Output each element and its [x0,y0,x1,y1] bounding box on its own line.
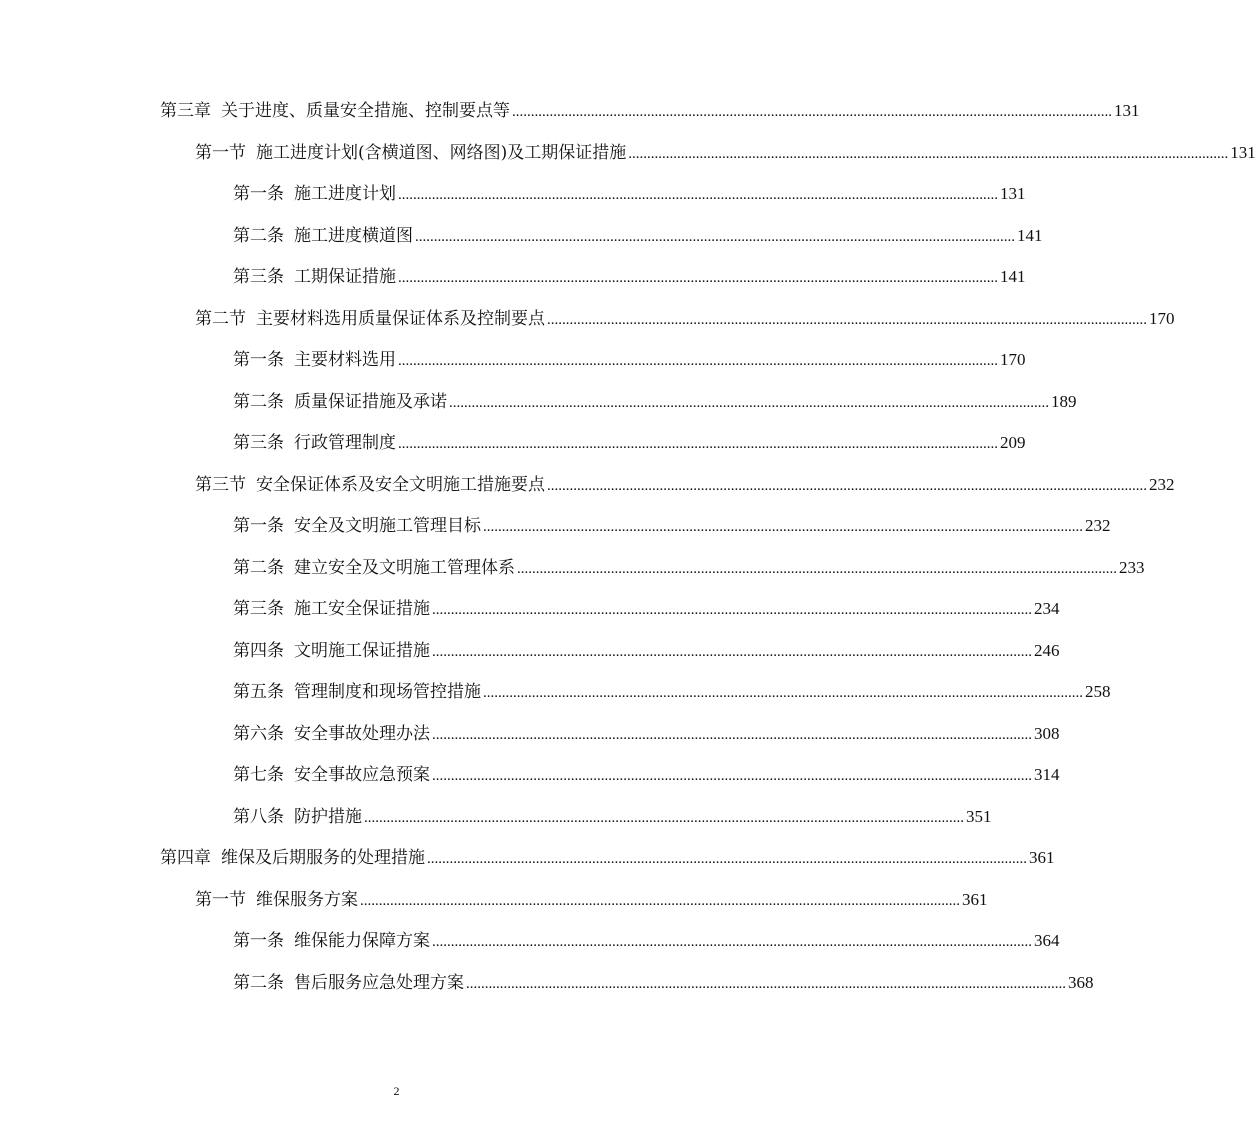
toc-entry [160,843,1055,869]
toc-entry [195,470,1175,496]
toc-entry-page: 232 [1085,516,1111,535]
toc-entry [233,594,1060,620]
toc-entry-number: 第三节 [195,475,246,495]
toc-entry [233,387,1077,413]
toc-entry-page: 351 [966,807,992,826]
toc-entry-page: 308 [1034,724,1060,743]
toc-entry-page: 141 [1000,267,1026,286]
toc-entry-title: 行政管理制度 [294,433,396,453]
toc-entry-number: 第六条 [233,724,284,744]
toc-entry [233,760,1060,786]
toc-entry-number: 第三章 [160,101,211,121]
toc-leader-dots: ................................................................................................................................................................ [483,685,1083,701]
toc-entry-number: 第四条 [233,641,284,661]
toc-leader-dots: ................................................................................................................................................................ [466,976,1066,992]
toc-entry-number: 第二条 [233,973,284,993]
toc-entry-title: 建立安全及文明施工管理体系 [294,558,515,578]
toc-leader-dots: ................................................................................................................................................................ [432,644,1032,660]
toc-leader-dots: ................................................................................................................................................................ [398,353,998,369]
toc-entry-page: 314 [1034,765,1060,784]
toc-entry-number: 第二节 [195,309,246,329]
toc-entry-title: 文明施工保证措施 [294,641,430,661]
toc-entry-number: 第三条 [233,433,284,453]
toc-entry-number: 第二条 [233,392,284,412]
toc-leader-dots: ................................................................................................................................................................ [432,768,1032,784]
toc-entry-title: 质量保证措施及承诺 [294,392,447,412]
toc-entry [233,428,1026,454]
page-number: 2 [393,1084,400,1098]
toc-entry [195,885,988,911]
toc-entry-page: 131 [1114,101,1140,120]
toc-leader-dots: ................................................................................................................................................................ [432,602,1032,618]
toc-entry [233,511,1111,537]
toc-entry-title: 施工进度计划 [294,184,396,204]
toc-entry-title: 安全保证体系及安全文明施工措施要点 [256,475,545,495]
toc-leader-dots: ................................................................................................................................................................ [628,146,1229,162]
toc-entry [233,345,1026,371]
toc-entry-page: 361 [962,890,988,909]
toc-entry [233,802,992,828]
toc-entry-number: 第五条 [233,682,284,702]
toc-entry [195,138,1256,164]
toc-leader-dots: ................................................................................................................................................................ [398,436,998,452]
toc-leader-dots: ................................................................................................................................................................ [427,851,1027,867]
toc-leader-dots: ................................................................................................................................................................ [483,519,1083,535]
toc-entry [233,677,1111,703]
toc-entry [160,96,1140,122]
toc-entry-number: 第八条 [233,807,284,827]
toc-entry-page: 170 [1149,309,1175,328]
toc-entry-title: 防护措施 [294,807,362,827]
toc-entry-title: 管理制度和现场管控措施 [294,682,481,702]
toc-entry-title: 维保及后期服务的处理措施 [221,848,425,868]
toc-entry-title: 关于进度、质量安全措施、控制要点等 [221,101,510,121]
toc-leader-dots: ................................................................................................................................................................ [512,104,1112,120]
toc-leader-dots: ................................................................................................................................................................ [517,561,1117,577]
toc-entry-number: 第一条 [233,350,284,370]
toc-entry-number: 第二条 [233,558,284,578]
toc-entry-page: 131 [1230,143,1256,162]
toc-leader-dots: ................................................................................................................................................................ [449,395,1049,411]
toc-entry-title: 安全事故处理办法 [294,724,430,744]
toc-entry [233,553,1145,579]
toc-entry-title: 施工安全保证措施 [294,599,430,619]
toc-entry-number: 第一节 [195,890,246,910]
toc-entry [233,926,1060,952]
toc-entry [233,262,1026,288]
toc-entry-page: 234 [1034,599,1060,618]
toc-entry-number: 第四章 [160,848,211,868]
toc-entry-page: 131 [1000,184,1026,203]
toc-entry-page: 368 [1068,973,1094,992]
toc-entry-page: 364 [1034,931,1060,950]
toc-entry [195,304,1175,330]
toc-entry-title: 施工进度横道图 [294,226,413,246]
toc-leader-dots: ................................................................................................................................................................ [415,229,1015,245]
toc-entry-number: 第一条 [233,184,284,204]
toc-entry-page: 170 [1000,350,1026,369]
toc-entry-title: 安全事故应急预案 [294,765,430,785]
toc-entry-number: 第七条 [233,765,284,785]
toc-entry-page: 141 [1017,226,1043,245]
toc-entry-number: 第二条 [233,226,284,246]
toc-entry [233,968,1094,994]
toc-entry [233,636,1060,662]
toc-leader-dots: ................................................................................................................................................................ [432,727,1032,743]
toc-entry [233,179,1026,205]
toc-entry-page: 189 [1051,392,1077,411]
toc-entry [233,221,1043,247]
toc-entry-number: 第三条 [233,599,284,619]
toc-entry-title: 施工进度计划(含横道图、网络图)及工期保证措施 [256,143,627,163]
toc-leader-dots: ................................................................................................................................................................ [398,187,998,203]
toc-leader-dots: ................................................................................................................................................................ [547,312,1147,328]
toc-leader-dots: ................................................................................................................................................................ [398,270,998,286]
toc-leader-dots: ................................................................................................................................................................ [432,934,1032,950]
toc-entry-title: 维保服务方案 [256,890,358,910]
toc-entry-number: 第一条 [233,931,284,951]
toc-entry-page: 232 [1149,475,1175,494]
toc-entry-title: 工期保证措施 [294,267,396,287]
toc-entry-page: 246 [1034,641,1060,660]
toc-entry [233,719,1060,745]
toc-leader-dots: ................................................................................................................................................................ [547,478,1147,494]
toc-entry-page: 361 [1029,848,1055,867]
toc-leader-dots: ................................................................................................................................................................ [364,810,964,826]
toc-entry-page: 209 [1000,433,1026,452]
toc-entry-number: 第三条 [233,267,284,287]
toc-entry-title: 维保能力保障方案 [294,931,430,951]
toc-entry-number: 第一节 [195,143,246,163]
toc-entry-title: 主要材料选用 [294,350,396,370]
toc-entry-page: 233 [1119,558,1145,577]
toc-entry-number: 第一条 [233,516,284,536]
toc-entry-title: 售后服务应急处理方案 [294,973,464,993]
toc-entry-title: 主要材料选用质量保证体系及控制要点 [256,309,545,329]
toc-leader-dots: ................................................................................................................................................................ [360,893,960,909]
toc-entry-title: 安全及文明施工管理目标 [294,516,481,536]
toc-entry-page: 258 [1085,682,1111,701]
